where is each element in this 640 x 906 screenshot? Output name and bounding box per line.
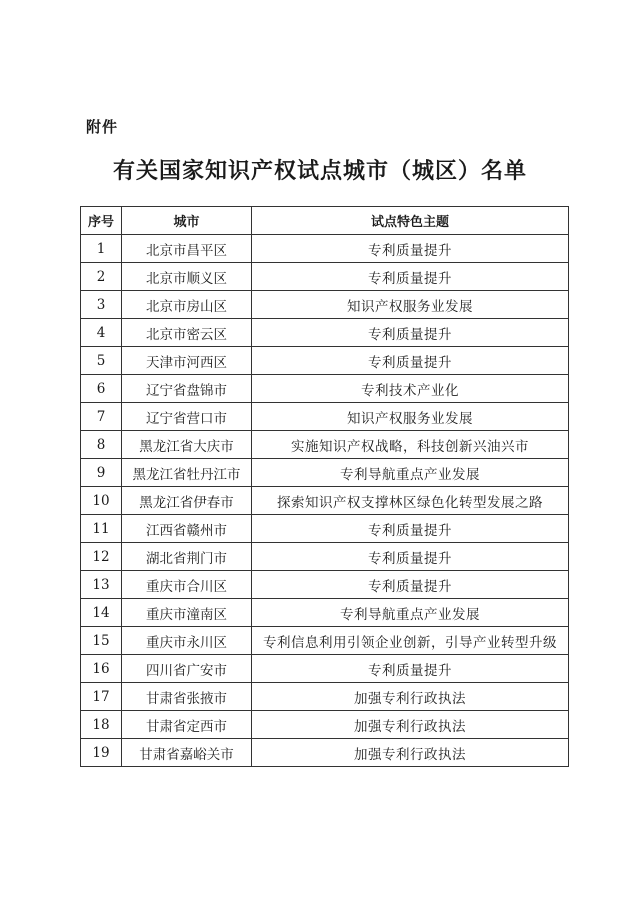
row-index: 17 <box>81 683 122 711</box>
row-index: 5 <box>81 347 122 375</box>
row-theme: 专利技术产业化 <box>252 375 569 403</box>
row-theme: 专利导航重点产业发展 <box>252 599 569 627</box>
row-index: 18 <box>81 711 122 739</box>
row-theme: 专利导航重点产业发展 <box>252 459 569 487</box>
row-city: 黑龙江省伊春市 <box>122 487 252 515</box>
row-theme: 专利质量提升 <box>252 235 569 263</box>
header-city: 城市 <box>122 207 252 235</box>
row-city: 江西省赣州市 <box>122 515 252 543</box>
row-theme: 专利质量提升 <box>252 655 569 683</box>
row-city: 四川省广安市 <box>122 655 252 683</box>
table-row <box>81 599 569 627</box>
row-index: 7 <box>81 403 122 431</box>
row-city: 甘肃省张掖市 <box>122 683 252 711</box>
table-row <box>81 319 569 347</box>
row-city: 辽宁省盘锦市 <box>122 375 252 403</box>
row-theme: 专利质量提升 <box>252 515 569 543</box>
row-city: 湖北省荆门市 <box>122 543 252 571</box>
table-row <box>81 235 569 263</box>
row-index: 6 <box>81 375 122 403</box>
row-index: 15 <box>81 627 122 655</box>
table-row <box>81 403 569 431</box>
row-theme: 专利质量提升 <box>252 319 569 347</box>
row-index: 8 <box>81 431 122 459</box>
row-index: 9 <box>81 459 122 487</box>
table-row <box>81 291 569 319</box>
row-city: 甘肃省嘉峪关市 <box>122 739 252 767</box>
row-theme: 加强专利行政执法 <box>252 683 569 711</box>
row-index: 11 <box>81 515 122 543</box>
table-row <box>81 347 569 375</box>
table-row <box>81 571 569 599</box>
table-row <box>81 683 569 711</box>
row-city: 黑龙江省大庆市 <box>122 431 252 459</box>
pilot-city-table <box>80 206 569 767</box>
row-theme: 加强专利行政执法 <box>252 739 569 767</box>
table-header-row <box>81 207 569 235</box>
row-city: 天津市河西区 <box>122 347 252 375</box>
row-index: 2 <box>81 263 122 291</box>
table-body <box>81 235 569 767</box>
table-row <box>81 711 569 739</box>
row-city: 重庆市潼南区 <box>122 599 252 627</box>
table-row <box>81 263 569 291</box>
table-row <box>81 487 569 515</box>
table-row <box>81 543 569 571</box>
row-city: 北京市昌平区 <box>122 235 252 263</box>
row-theme: 专利质量提升 <box>252 263 569 291</box>
table-row <box>81 431 569 459</box>
table-row <box>81 655 569 683</box>
row-index: 3 <box>81 291 122 319</box>
row-city: 重庆市永川区 <box>122 627 252 655</box>
row-theme: 知识产权服务业发展 <box>252 291 569 319</box>
row-index: 16 <box>81 655 122 683</box>
row-theme: 专利质量提升 <box>252 543 569 571</box>
attachment-label: 附件 <box>86 118 119 136</box>
row-theme: 加强专利行政执法 <box>252 711 569 739</box>
row-index: 10 <box>81 487 122 515</box>
table-row <box>81 627 569 655</box>
row-theme: 专利质量提升 <box>252 347 569 375</box>
row-city: 黑龙江省牡丹江市 <box>122 459 252 487</box>
row-theme: 专利信息利用引领企业创新，引导产业转型升级 <box>252 627 569 655</box>
row-city: 辽宁省营口市 <box>122 403 252 431</box>
document-title: 有关国家知识产权试点城市（城区）名单 <box>112 159 527 184</box>
table-row <box>81 515 569 543</box>
row-index: 13 <box>81 571 122 599</box>
row-index: 14 <box>81 599 122 627</box>
row-city: 北京市密云区 <box>122 319 252 347</box>
table-row <box>81 739 569 767</box>
row-city: 甘肃省定西市 <box>122 711 252 739</box>
table-row <box>81 375 569 403</box>
row-theme: 知识产权服务业发展 <box>252 403 569 431</box>
table-row <box>81 459 569 487</box>
row-index: 19 <box>81 739 122 767</box>
row-theme: 探索知识产权支撑林区绿色化转型发展之路 <box>252 487 569 515</box>
header-theme: 试点特色主题 <box>252 207 569 235</box>
row-theme: 实施知识产权战略，科技创新兴油兴市 <box>252 431 569 459</box>
row-city: 北京市房山区 <box>122 291 252 319</box>
row-index: 12 <box>81 543 122 571</box>
row-index: 1 <box>81 235 122 263</box>
row-index: 4 <box>81 319 122 347</box>
row-city: 北京市顺义区 <box>122 263 252 291</box>
row-theme: 专利质量提升 <box>252 571 569 599</box>
header-index: 序号 <box>81 207 122 235</box>
row-city: 重庆市合川区 <box>122 571 252 599</box>
